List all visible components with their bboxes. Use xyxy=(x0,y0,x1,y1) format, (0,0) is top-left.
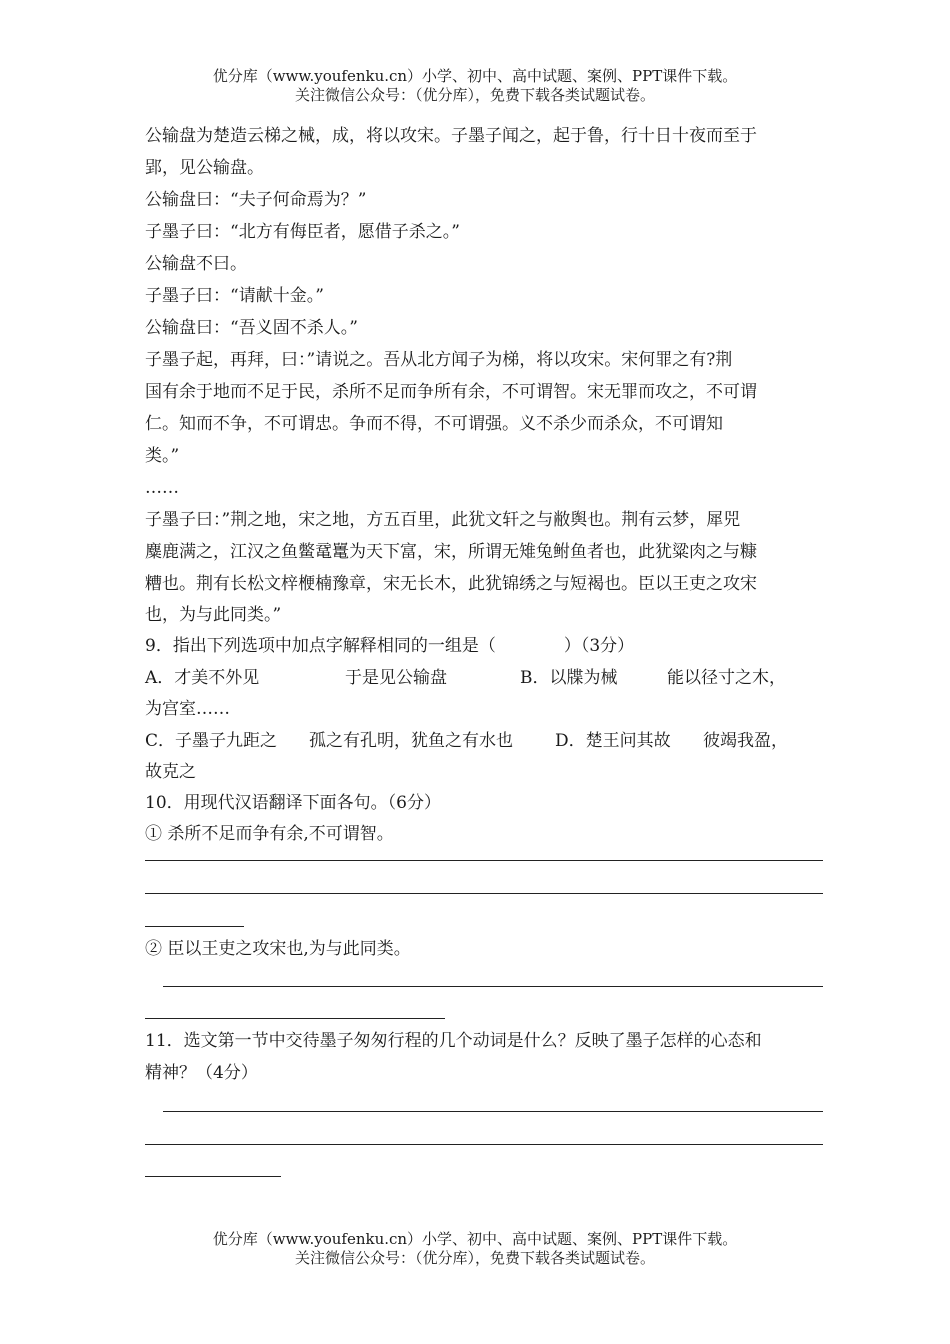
answer-line[interactable] xyxy=(163,1111,823,1112)
passage-line: 公输盘曰：“夫子何命焉为？” xyxy=(145,190,367,210)
page-header xyxy=(0,67,950,105)
passage-line: 子墨子起，再拜，曰：”请说之。吾从北方闻子为梯，将以攻宋。宋何罪之有?荆 xyxy=(145,350,733,370)
footer-line-1: 优分库（www.youfenku.cn）小学、初中、高中试题、案例、PPT课件下载。 xyxy=(212,1230,738,1248)
option-c-left: C．子墨子九距之 xyxy=(145,731,278,751)
answer-line[interactable] xyxy=(145,893,823,894)
passage-line: 公输盘不曰。 xyxy=(145,254,247,274)
question-11-stem-line-2: 精神？（4分） xyxy=(145,1063,258,1083)
footer-line-2: 关注微信公众号：（优分库），免费下载各类试题试卷。 xyxy=(294,1249,655,1267)
passage-line: 子墨子曰：”荆之地，宋之地，方五百里，此犹文轩之与敝舆也。荆有云梦，犀兕 xyxy=(145,510,741,530)
passage-line: 麋鹿满之，江汉之鱼鳖鼋鼍为天下富，宋，所谓无雉兔鲋鱼者也，此犹粱肉之与糠 xyxy=(145,542,757,562)
option-d-right: 彼竭我盈， xyxy=(703,731,788,751)
passage-line: 子墨子曰：“北方有侮臣者，愿借子杀之。” xyxy=(145,222,460,242)
option-a-left: A．才美不外见 xyxy=(145,668,260,688)
passage-line: 糟也。荆有长松文梓楩楠豫章，宋无长木，此犹锦绣之与短褐也。臣以王吏之攻宋 xyxy=(145,574,757,594)
question-10-sentence-2: ② 臣以王吏之攻宋也,为与此同类。 xyxy=(145,939,411,959)
question-10-stem: 10．用现代汉语翻译下面各句。（6分） xyxy=(145,793,441,813)
question-9-options-cd xyxy=(145,725,825,757)
answer-line[interactable] xyxy=(163,986,823,987)
passage-line: 国有余于地而不足于民，杀所不足而争所有余，不可谓智。宋无罪而攻之，不可谓 xyxy=(145,382,757,402)
option-d-left: D．楚王问其故 xyxy=(555,731,671,751)
passage-line: …… xyxy=(145,478,179,498)
passage-line: 子墨子曰：“请献十金。” xyxy=(145,286,324,306)
option-b-right: 能以径寸之木， xyxy=(667,668,786,688)
option-b-left: B．以牒为械 xyxy=(520,668,618,688)
passage-line: 类。” xyxy=(145,446,180,466)
passage-line: 郢，见公输盘。 xyxy=(145,158,264,178)
passage-line: 公输盘为楚造云梯之械，成，将以攻宋。子墨子闻之，起于鲁，行十日十夜而至于 xyxy=(145,126,757,146)
passage-body xyxy=(145,120,825,850)
option-d-continued: 故克之 xyxy=(145,762,196,782)
answer-line[interactable] xyxy=(145,1144,823,1145)
option-c-right: 孤之有孔明，犹鱼之有水也 xyxy=(309,731,513,751)
question-9-options-ab xyxy=(145,662,825,694)
option-b-continued: 为宫室…… xyxy=(145,699,230,719)
answer-line[interactable] xyxy=(145,1176,281,1177)
question-11-stem-line-1: 11．选文第一节中交待墨子匆匆行程的几个动词是什么？反映了墨子怎样的心态和 xyxy=(145,1031,762,1051)
question-10-sentence-1: ① 杀所不足而争有余,不可谓智。 xyxy=(145,824,394,844)
answer-line[interactable] xyxy=(145,860,823,861)
option-a-right: 于是见公输盘 xyxy=(345,668,447,688)
header-line-2: 关注微信公众号：（优分库），免费下载各类试题试卷。 xyxy=(294,86,655,104)
passage-line: 也，为与此同类。” xyxy=(145,605,282,625)
header-line-1: 优分库（www.youfenku.cn）小学、初中、高中试题、案例、PPT课件下载。 xyxy=(212,67,738,85)
page-footer xyxy=(0,1230,950,1268)
answer-line[interactable] xyxy=(145,1018,445,1019)
passage-line: 公输盘曰：“吾义固不杀人。” xyxy=(145,318,358,338)
answer-line[interactable] xyxy=(145,926,244,927)
question-9-stem: 9．指出下列选项中加点字解释相同的一组是（ ）（3分） xyxy=(145,636,635,656)
passage-line: 仁。知而不争，不可谓忠。争而不得，不可谓强。义不杀少而杀众，不可谓知 xyxy=(145,414,723,434)
